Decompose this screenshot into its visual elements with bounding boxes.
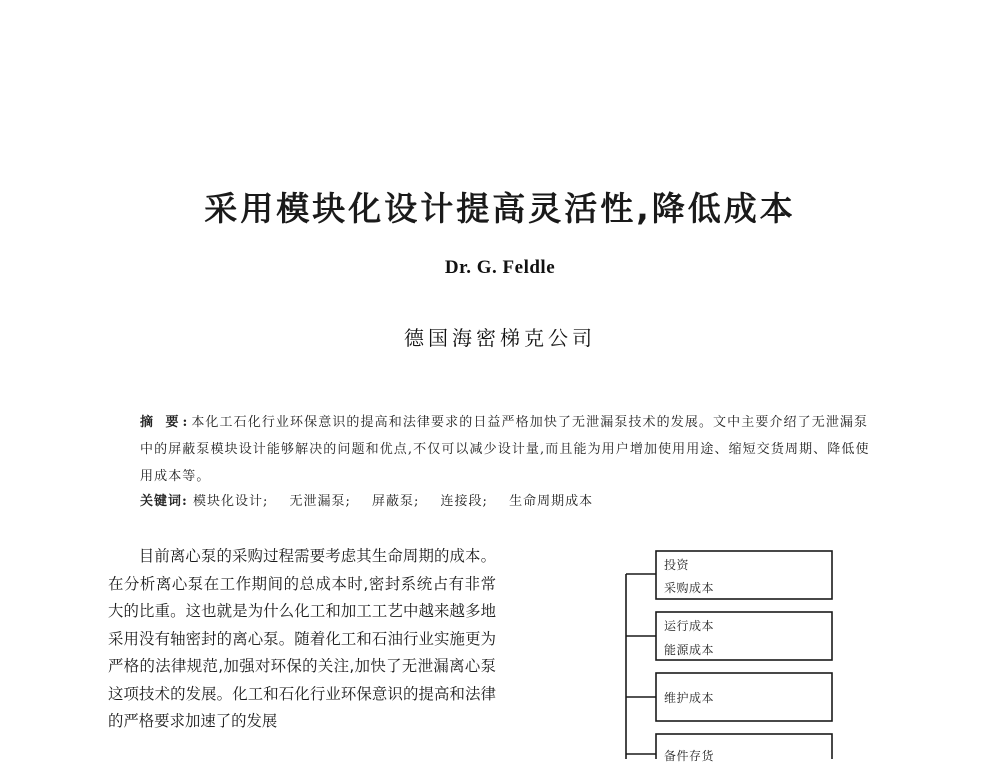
keyword: 连接段; bbox=[440, 494, 488, 509]
keywords bbox=[140, 490, 880, 509]
affiliation: 德国海密梯克公司 bbox=[404, 326, 596, 350]
diagram-box-label: 备件存货 bbox=[664, 749, 715, 763]
diagram-box-label: 采购成本 bbox=[664, 581, 715, 595]
diagram-box-label: 维护成本 bbox=[664, 691, 715, 705]
abstract-text: 本化工石化行业环保意识的提高和法律要求的日益严格加快了无泄漏泵技术的发展。文中主要介绍了无泄漏泵中的屏蔽泵模块设计能够解决的问题和优点,不仅可以减少设计量,而且能为用户增加使用用途、缩短交货周期、降低使用成本等。 bbox=[140, 415, 870, 484]
paper-title: 采用模块化设计提高灵活性,降低成本 bbox=[204, 189, 796, 228]
diagram-box-label: 投资 bbox=[664, 558, 690, 572]
body-text bbox=[108, 543, 496, 759]
author-name: Dr. G. Feldle bbox=[444, 257, 556, 278]
keyword: 模块化设计; bbox=[192, 494, 269, 509]
abstract bbox=[140, 409, 880, 490]
keyword: 屏蔽泵; bbox=[372, 494, 420, 509]
diagram-box-label: 能源成本 bbox=[664, 643, 715, 657]
abstract-label: 摘 要: bbox=[140, 415, 192, 430]
keywords-label: 关键词: bbox=[140, 494, 188, 509]
body-paragraph: 目前离心泵的采购过程需要考虑其生命周期的成本。在分析离心泵在工作期间的总成本时,密封系统占有非常大的比重。这也就是为什么化工和加工工艺中越来越多地采用没有轴密封的离心泵。随着化工和石油行业实施更为严格的法律规范,加强对环保的关注,加快了无泄漏离心泵这项技术的发展。化工和石化行业环保意识的提高和法律的严格要求加速了的发展 bbox=[108, 547, 496, 730]
diagram-box-label: 运行成本 bbox=[664, 619, 715, 633]
keyword: 生命周期成本 bbox=[509, 494, 594, 509]
keyword: 无泄漏泵; bbox=[289, 494, 351, 509]
